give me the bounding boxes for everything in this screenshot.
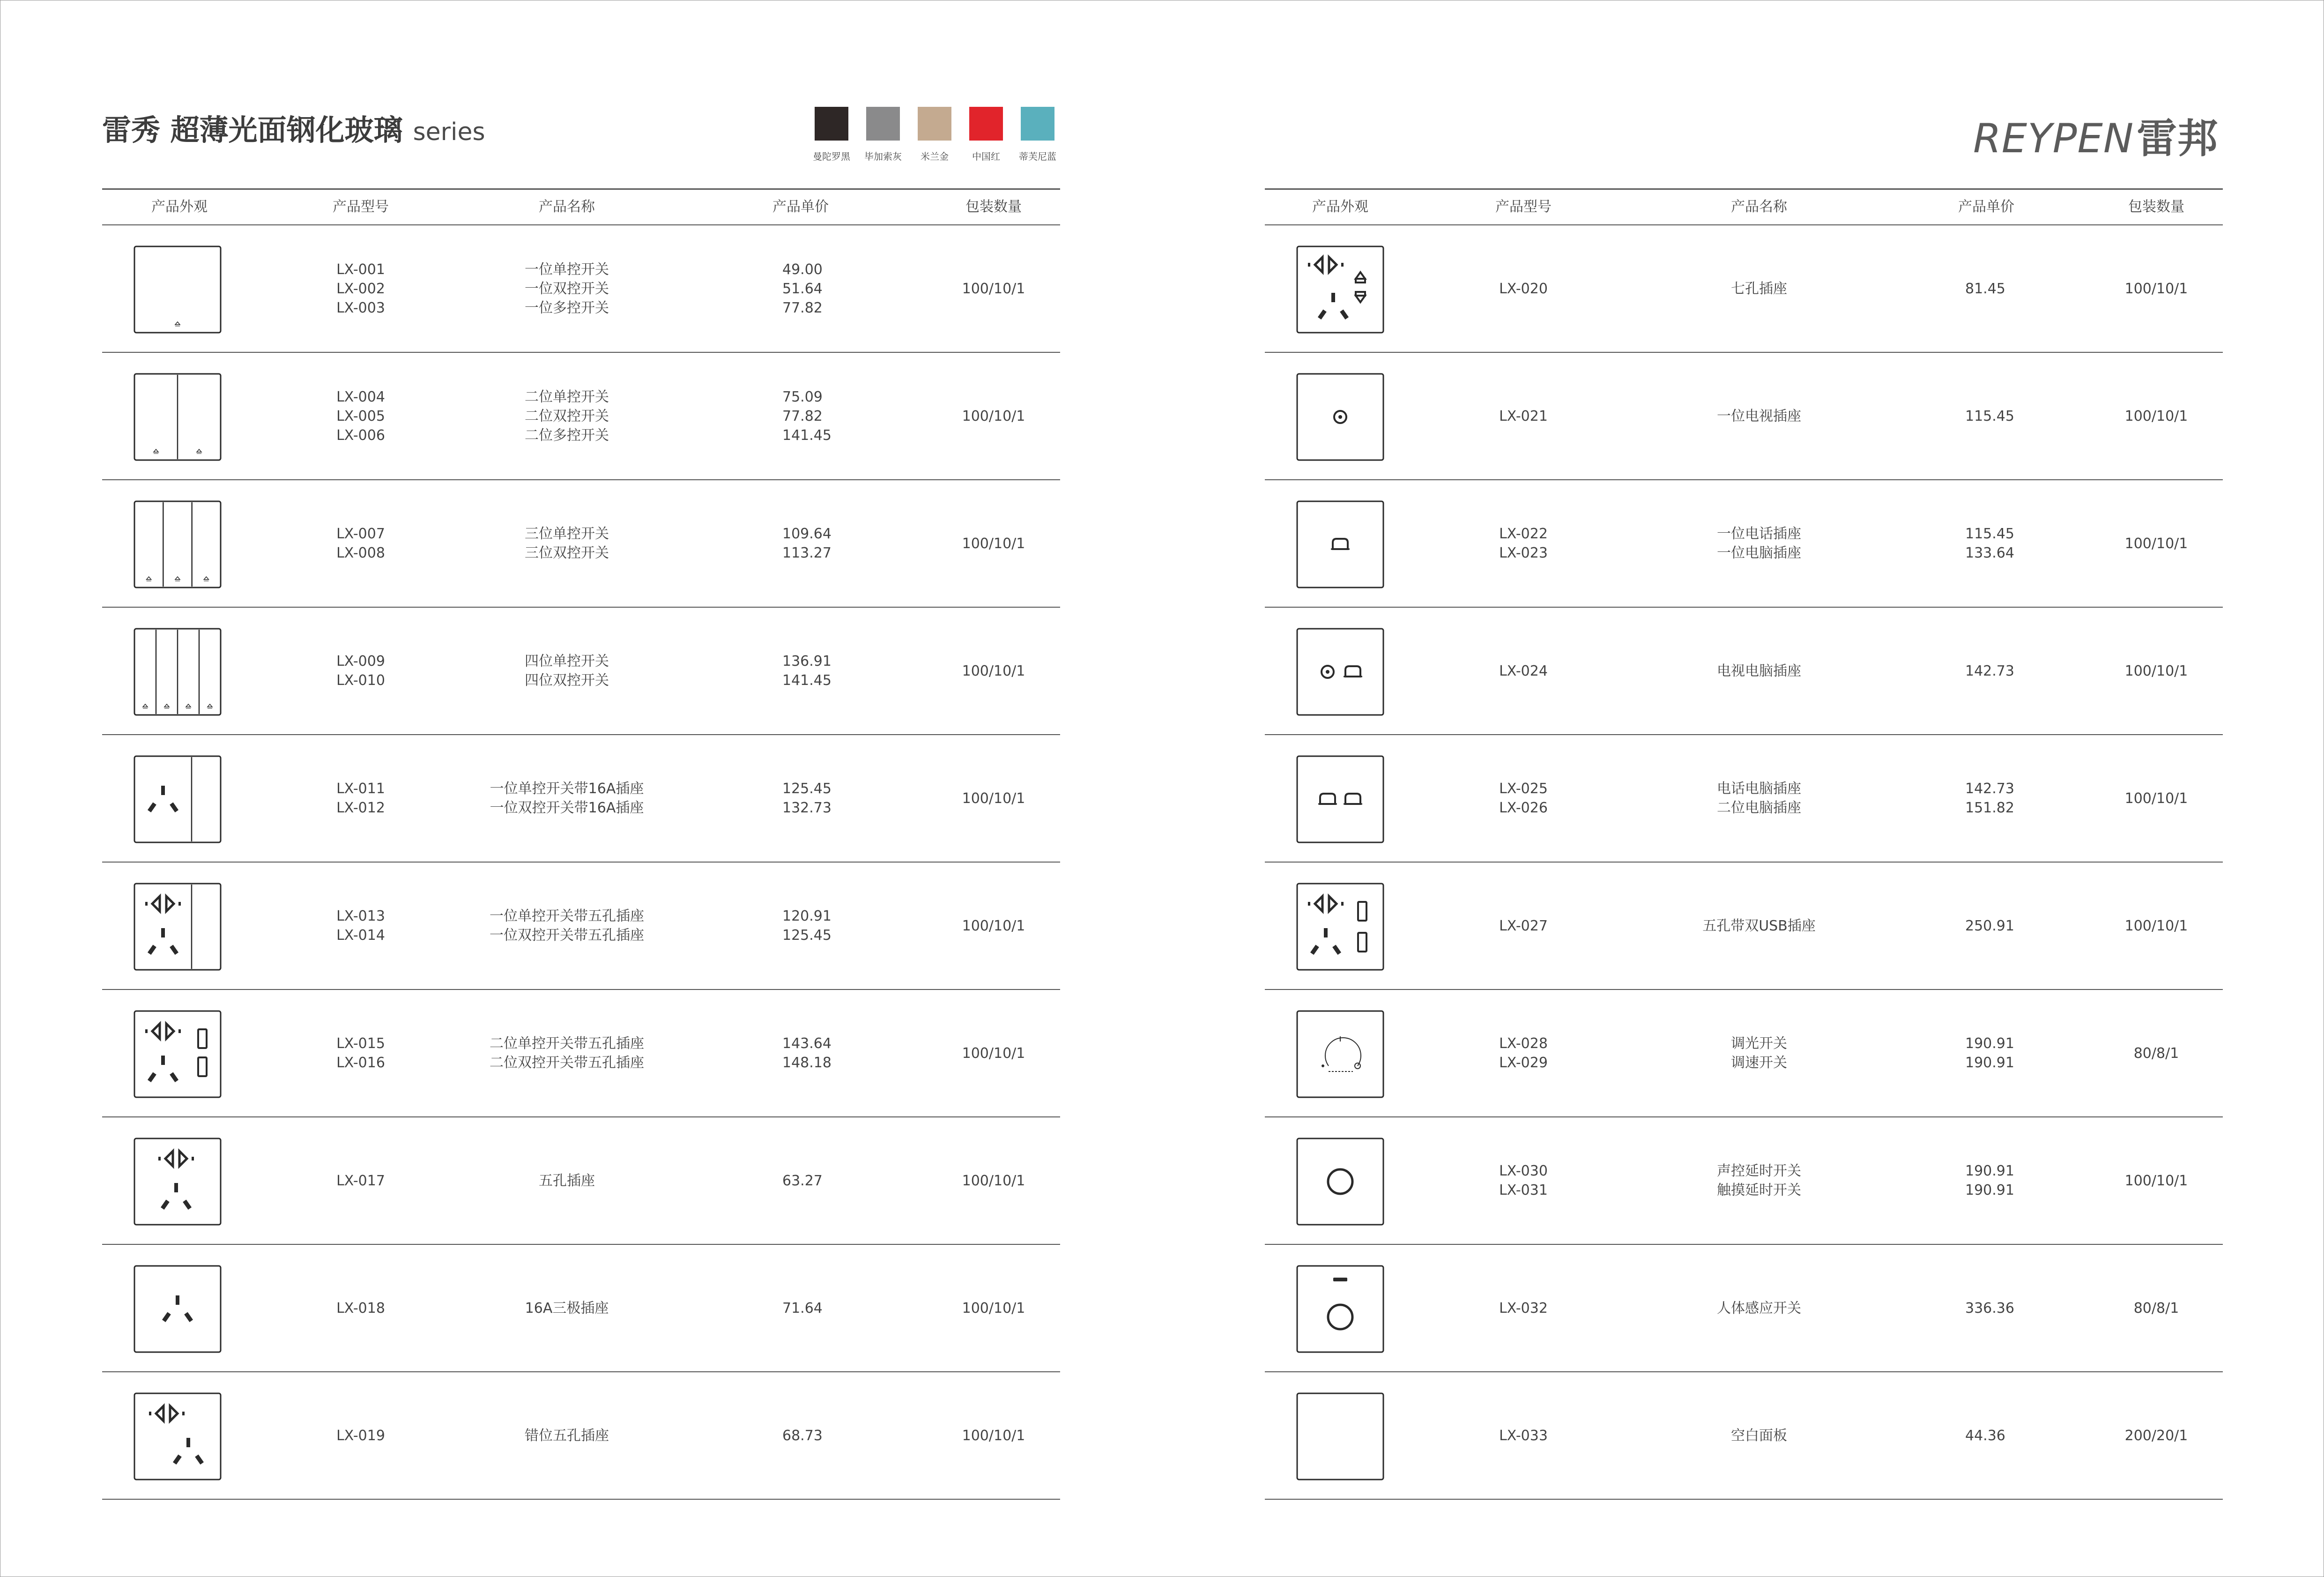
table-row	[1265, 1372, 2223, 1500]
swatch-chip	[969, 107, 1003, 141]
product-name	[1717, 353, 1801, 479]
col-packing: 包装数量	[2128, 199, 2184, 215]
packing-quantity	[962, 1117, 1025, 1244]
table-row	[1265, 735, 2223, 863]
series-subtitle: series	[413, 118, 485, 146]
model-code: LX-032	[1499, 1300, 1548, 1317]
col-price: 产品单价	[1958, 199, 2014, 215]
price-value: 250.91	[1965, 917, 2014, 934]
price-value: 190.91	[1965, 1035, 2014, 1052]
model-code: LX-027	[1499, 917, 1548, 934]
product-name-line: 四位双控开关	[525, 672, 609, 689]
packing-value: 100/10/1	[2124, 917, 2188, 934]
packing-quantity	[962, 353, 1025, 479]
table-row	[1265, 225, 2223, 353]
price-value: 142.73	[1965, 781, 2014, 797]
unit-price	[782, 863, 832, 989]
product-name	[1731, 990, 1787, 1116]
model-code: LX-009	[336, 653, 385, 669]
product-model	[336, 225, 385, 352]
packing-quantity	[962, 990, 1025, 1116]
model-code: LX-018	[336, 1300, 385, 1317]
table-row	[102, 1117, 1060, 1245]
4-gang-switch-icon	[133, 627, 222, 716]
table-row	[102, 353, 1060, 480]
offset-5-hole-socket-icon	[133, 1392, 222, 1481]
swatch-red	[960, 107, 1012, 163]
price-value: 133.64	[1965, 545, 2014, 561]
color-swatches	[806, 107, 1063, 163]
5-hole-socket-icon	[133, 1137, 222, 1226]
swatch-grey	[857, 107, 909, 163]
model-code: LX-005	[336, 408, 385, 424]
price-value: 63.27	[782, 1172, 823, 1189]
price-value: 141.45	[782, 672, 832, 689]
product-model	[336, 608, 385, 734]
packing-value: 100/10/1	[962, 1427, 1025, 1444]
packing-quantity	[2125, 480, 2188, 607]
price-value: 132.73	[782, 800, 832, 816]
model-code: LX-014	[336, 927, 385, 944]
product-name-line: 调光开关	[1731, 1035, 1787, 1052]
table-row	[102, 990, 1060, 1117]
model-code: LX-020	[1499, 280, 1548, 297]
product-name	[539, 1117, 595, 1244]
model-code: LX-011	[336, 781, 385, 797]
price-value: 75.09	[782, 388, 823, 405]
product-name-line: 16A三极插座	[525, 1300, 609, 1317]
product-name-line: 一位单控开关带16A插座	[490, 781, 644, 797]
table-row	[1265, 990, 2223, 1117]
unit-price	[782, 608, 832, 734]
product-name-line: 二位单控开关带五孔插座	[490, 1035, 644, 1052]
packing-value: 100/10/1	[962, 1300, 1025, 1317]
price-value: 77.82	[782, 299, 823, 316]
product-model	[1499, 353, 1548, 479]
product-model	[1499, 1245, 1548, 1371]
price-value: 190.91	[1965, 1163, 2014, 1179]
table-row	[102, 608, 1060, 735]
1-gang-switch-icon	[133, 245, 222, 334]
phone-socket-icon	[1296, 500, 1385, 589]
packing-quantity	[962, 480, 1025, 607]
product-name-line: 一位多控开关	[525, 299, 609, 316]
product-name-line: 触摸延时开关	[1717, 1182, 1801, 1198]
product-name	[1717, 608, 1801, 734]
packing-value: 100/10/1	[962, 535, 1025, 552]
product-name	[525, 608, 609, 734]
product-model	[336, 735, 385, 862]
product-name-line: 四位单控开关	[525, 653, 609, 669]
product-name-line: 错位五孔插座	[525, 1427, 609, 1444]
model-code: LX-002	[336, 280, 385, 297]
packing-value: 100/10/1	[962, 1172, 1025, 1189]
swatch-label: 米兰金	[921, 151, 949, 162]
col-price: 产品单价	[772, 199, 829, 215]
col-packing: 包装数量	[965, 199, 1022, 215]
packing-value: 100/10/1	[962, 280, 1025, 297]
packing-quantity	[2125, 225, 2188, 352]
unit-price	[1965, 1117, 2014, 1244]
product-name-line: 二位双控开关	[525, 408, 609, 424]
price-value: 71.64	[782, 1300, 823, 1317]
unit-price	[1965, 1372, 2005, 1499]
packing-value: 100/10/1	[962, 1045, 1025, 1062]
price-value: 151.82	[1965, 800, 2014, 816]
product-name-line: 一位双控开关带16A插座	[490, 800, 644, 816]
packing-quantity	[962, 735, 1025, 862]
table-row	[102, 1245, 1060, 1372]
table-row	[1265, 353, 2223, 480]
model-code: LX-031	[1499, 1182, 1548, 1198]
product-model	[1499, 735, 1548, 862]
product-model	[336, 1245, 385, 1371]
swatch-blue	[1012, 107, 1063, 163]
price-value: 148.18	[782, 1055, 832, 1071]
unit-price	[1965, 608, 2014, 734]
product-name-line: 三位单控开关	[525, 526, 609, 542]
product-name	[1731, 1372, 1787, 1499]
model-code: LX-028	[1499, 1035, 1548, 1052]
packing-value: 100/10/1	[2124, 280, 2188, 297]
2-gang-switch-5-hole-socket-icon	[133, 1010, 222, 1099]
packing-quantity	[962, 1372, 1025, 1499]
unit-price	[782, 735, 832, 862]
table-row	[102, 735, 1060, 863]
3-gang-switch-icon	[133, 500, 222, 589]
product-model	[1499, 1117, 1548, 1244]
table-row	[102, 480, 1060, 608]
model-code: LX-015	[336, 1035, 385, 1052]
price-value: 81.45	[1965, 280, 2005, 297]
table-row	[102, 225, 1060, 353]
packing-value: 80/8/1	[2133, 1300, 2179, 1317]
switch-5-hole-socket-icon	[133, 882, 222, 971]
packing-value: 80/8/1	[2133, 1045, 2179, 1062]
unit-price	[782, 353, 832, 479]
unit-price	[1965, 480, 2014, 607]
unit-price	[1965, 353, 2014, 479]
unit-price	[1965, 735, 2014, 862]
swatch-label: 毕加索灰	[864, 151, 902, 162]
product-name	[490, 863, 644, 989]
price-value: 113.27	[782, 545, 832, 561]
price-value: 77.82	[782, 408, 823, 424]
delay-switch-icon	[1296, 1137, 1385, 1226]
unit-price	[782, 480, 832, 607]
price-value: 125.45	[782, 781, 832, 797]
table-row	[1265, 1117, 2223, 1245]
col-name: 产品名称	[1731, 199, 1787, 215]
product-name-line: 声控延时开关	[1717, 1163, 1801, 1179]
price-value: 44.36	[1965, 1427, 2005, 1444]
packing-quantity	[2125, 863, 2188, 989]
packing-quantity	[2125, 735, 2188, 862]
product-model	[336, 353, 385, 479]
product-name-line: 一位单控开关带五孔插座	[490, 908, 644, 924]
table-header	[102, 190, 1060, 225]
model-code: LX-006	[336, 427, 385, 444]
swatch-label: 中国红	[972, 151, 1000, 162]
price-value: 115.45	[1965, 408, 2014, 424]
col-name: 产品名称	[539, 199, 595, 215]
price-value: 120.91	[782, 908, 832, 924]
product-name-line: 电话电脑插座	[1717, 781, 1801, 797]
swatch-black	[806, 107, 857, 163]
swatch-gold	[909, 107, 960, 163]
model-code: LX-012	[336, 800, 385, 816]
model-code: LX-030	[1499, 1163, 1548, 1179]
price-value: 115.45	[1965, 526, 2014, 542]
product-name-line: 一位电话插座	[1717, 526, 1801, 542]
product-name-line: 五孔插座	[539, 1172, 595, 1189]
product-name-line: 二位双控开关带五孔插座	[490, 1055, 644, 1071]
packing-value: 100/10/1	[962, 790, 1025, 807]
switch-16a-socket-icon	[133, 755, 222, 844]
product-name-line: 二位单控开关	[525, 388, 609, 405]
model-code: LX-033	[1499, 1427, 1548, 1444]
model-code: LX-010	[336, 672, 385, 689]
product-name-line: 五孔带双USB插座	[1702, 917, 1816, 934]
unit-price	[782, 1245, 823, 1371]
packing-quantity	[2125, 1117, 2188, 1244]
price-value: 336.36	[1965, 1300, 2014, 1317]
product-name-line: 一位双控开关	[525, 280, 609, 297]
model-code: LX-007	[336, 526, 385, 542]
table-row	[1265, 608, 2223, 735]
swatch-chip	[1021, 107, 1054, 141]
product-table-left	[102, 188, 1060, 1500]
packing-quantity	[962, 608, 1025, 734]
product-model	[336, 1117, 385, 1244]
swatch-label: 蒂芙尼蓝	[1019, 151, 1056, 162]
product-name	[1717, 480, 1801, 607]
model-code: LX-021	[1499, 408, 1548, 424]
tv-socket-icon	[1296, 372, 1385, 461]
product-name-line: 一位电脑插座	[1717, 545, 1801, 561]
packing-value: 100/10/1	[962, 917, 1025, 934]
packing-value: 100/10/1	[2124, 535, 2188, 552]
table-row	[102, 863, 1060, 990]
tv-computer-socket-icon	[1296, 627, 1385, 716]
product-name-line: 电视电脑插座	[1717, 662, 1801, 679]
product-model	[336, 990, 385, 1116]
product-model	[336, 1372, 385, 1499]
product-name	[1702, 863, 1816, 989]
model-code: LX-019	[336, 1427, 385, 1444]
dimmer-switch-icon	[1296, 1010, 1385, 1099]
packing-quantity	[2125, 608, 2188, 734]
product-name	[525, 1372, 609, 1499]
packing-value: 100/10/1	[2124, 1172, 2188, 1189]
blank-panel-icon	[1296, 1392, 1385, 1481]
model-code: LX-008	[336, 545, 385, 561]
packing-quantity	[962, 225, 1025, 352]
swatch-label: 曼陀罗黑	[813, 151, 850, 162]
product-name-line: 二位电脑插座	[1717, 800, 1801, 816]
product-name	[1717, 1245, 1801, 1371]
price-value: 49.00	[782, 261, 823, 278]
unit-price	[782, 990, 832, 1116]
product-model	[1499, 608, 1548, 734]
phone-computer-socket-icon	[1296, 755, 1385, 844]
product-name	[1717, 735, 1801, 862]
product-model	[336, 863, 385, 989]
catalog-title	[102, 107, 485, 149]
model-code: LX-001	[336, 261, 385, 278]
packing-quantity	[962, 1245, 1025, 1371]
product-name-line: 人体感应开关	[1717, 1300, 1801, 1317]
product-name	[1717, 1117, 1801, 1244]
packing-value: 100/10/1	[2124, 662, 2188, 679]
model-code: LX-004	[336, 388, 385, 405]
2-gang-switch-icon	[133, 372, 222, 461]
model-code: LX-016	[336, 1055, 385, 1071]
packing-value: 100/10/1	[962, 662, 1025, 679]
7-hole-socket-icon	[1296, 245, 1385, 334]
product-name	[525, 1245, 609, 1371]
unit-price	[1965, 225, 2005, 352]
model-code: LX-026	[1499, 800, 1548, 816]
unit-price	[1965, 863, 2014, 989]
product-name	[490, 990, 644, 1116]
model-code: LX-025	[1499, 781, 1548, 797]
price-value: 190.91	[1965, 1055, 2014, 1071]
product-name-line: 调速开关	[1731, 1055, 1787, 1071]
table-row	[1265, 480, 2223, 608]
table-row	[102, 1372, 1060, 1500]
packing-quantity	[2134, 1245, 2179, 1371]
product-model	[1499, 1372, 1548, 1499]
brand-logo-word: REYPEN	[1973, 115, 2134, 162]
unit-price	[1965, 990, 2014, 1116]
brand-logo	[1973, 106, 2218, 164]
product-name	[1731, 225, 1787, 352]
product-model	[336, 480, 385, 607]
product-name-line: 七孔插座	[1731, 280, 1787, 297]
model-code: LX-022	[1499, 526, 1548, 542]
product-name-line: 空白面板	[1731, 1427, 1787, 1444]
packing-value: 100/10/1	[962, 408, 1025, 424]
swatch-chip	[866, 107, 900, 141]
price-value: 109.64	[782, 526, 832, 542]
unit-price	[1965, 1245, 2014, 1371]
product-table-right	[1265, 188, 2223, 1500]
model-code: LX-023	[1499, 545, 1548, 561]
product-model	[1499, 990, 1548, 1116]
model-code: LX-024	[1499, 662, 1548, 679]
price-value: 143.64	[782, 1035, 832, 1052]
unit-price	[782, 1372, 823, 1499]
product-model	[1499, 225, 1548, 352]
product-name-line: 一位电视插座	[1717, 408, 1801, 424]
price-value: 142.73	[1965, 662, 2014, 679]
product-model	[1499, 480, 1548, 607]
packing-quantity	[2125, 1372, 2188, 1499]
unit-price	[782, 225, 823, 352]
model-code: LX-017	[336, 1172, 385, 1189]
unit-price	[782, 1117, 823, 1244]
product-name	[525, 225, 609, 352]
series-name: 雷秀 超薄光面钢化玻璃	[102, 113, 403, 147]
motion-sensor-switch-icon	[1296, 1265, 1385, 1354]
packing-value: 100/10/1	[2124, 408, 2188, 424]
table-row	[1265, 863, 2223, 990]
packing-quantity	[2125, 353, 2188, 479]
packing-value: 200/20/1	[2124, 1427, 2188, 1444]
packing-value: 100/10/1	[2124, 790, 2188, 807]
product-model	[1499, 863, 1548, 989]
col-model: 产品型号	[1495, 199, 1552, 215]
model-code: LX-029	[1499, 1055, 1548, 1071]
product-name	[490, 735, 644, 862]
packing-quantity	[962, 863, 1025, 989]
product-name-line: 三位双控开关	[525, 545, 609, 561]
model-code: LX-003	[336, 299, 385, 316]
product-name-line: 一位双控开关带五孔插座	[490, 927, 644, 944]
table-header	[1265, 190, 2223, 225]
swatch-chip	[815, 107, 848, 141]
col-appearance: 产品外观	[151, 199, 208, 215]
col-appearance: 产品外观	[1312, 199, 1368, 215]
price-value: 68.73	[782, 1427, 823, 1444]
packing-quantity	[2134, 990, 2179, 1116]
product-name-line: 二位多控开关	[525, 427, 609, 444]
16a-3-pin-socket-icon	[133, 1265, 222, 1354]
price-value: 141.45	[782, 427, 832, 444]
product-name	[525, 480, 609, 607]
product-name-line: 一位单控开关	[525, 261, 609, 278]
table-row	[1265, 1245, 2223, 1372]
model-code: LX-013	[336, 908, 385, 924]
product-name	[525, 353, 609, 479]
col-model: 产品型号	[333, 199, 389, 215]
5-hole-dual-usb-socket-icon	[1296, 882, 1385, 971]
brand-logo-cn: 雷邦	[2137, 115, 2219, 162]
price-value: 190.91	[1965, 1182, 2014, 1198]
price-value: 136.91	[782, 653, 832, 669]
swatch-chip	[918, 107, 951, 141]
price-value: 51.64	[782, 280, 823, 297]
price-value: 125.45	[782, 927, 832, 944]
